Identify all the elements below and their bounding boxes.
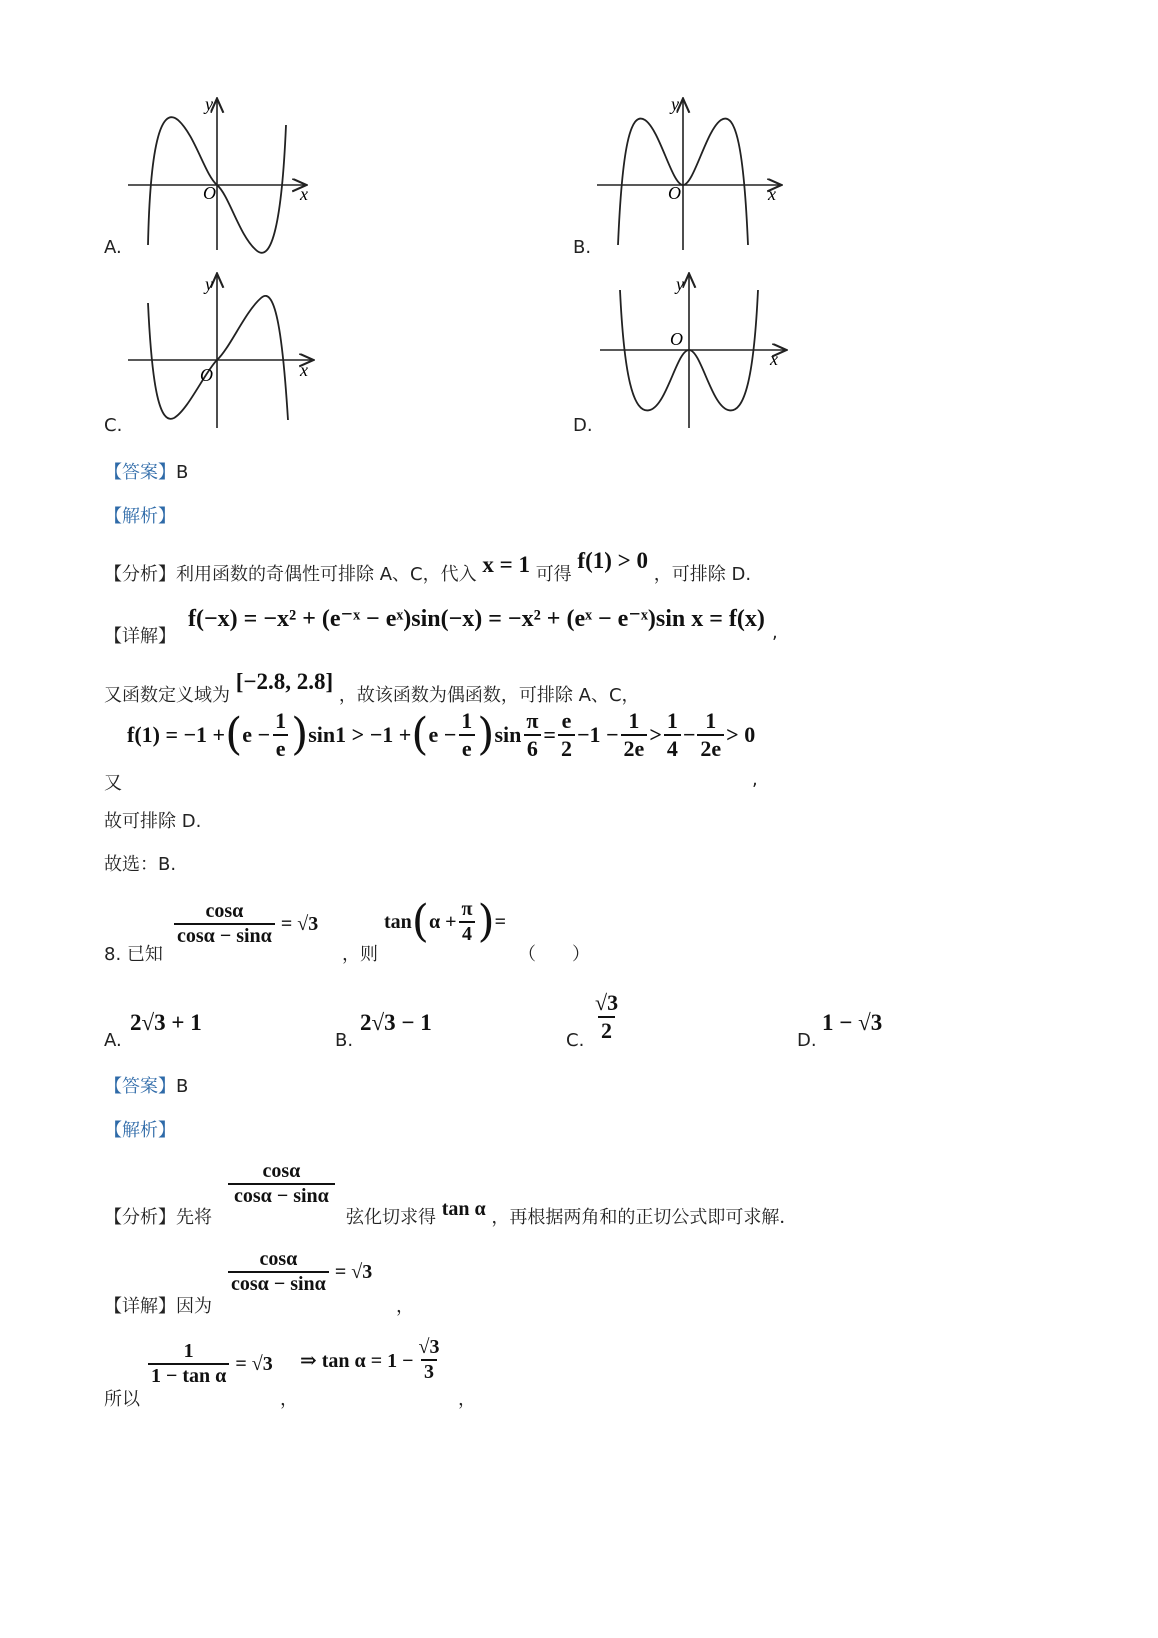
q8-option-a: 2√3 + 1 [130,1010,202,1035]
q8-option-c: $\frac{√3}{2}$ [595,990,619,1043]
q7-fenxi: 【分析】利用函数的奇偶性可排除 A、C，代入 x = 1 可得 f(1) > 0 ，可排除 D. [104,548,752,585]
q7-domain-line: 又函数定义域为 [−2.8, 2.8] ，故该函数为偶函数，可排除 A、C， [104,669,640,706]
svg-text:x: x [300,184,308,204]
svg-text:O: O [200,365,213,385]
q7-comma: , [772,622,778,643]
q8-option-a-label: A. [104,1030,122,1051]
q8-stem-prefix: 8. 已知 [104,944,163,965]
graph-d [600,274,785,428]
q7-comma2: , [752,769,758,790]
q7-line4: 故可排除 D. [104,811,202,832]
q8-option-b-label: B. [335,1030,354,1051]
svg-text:O: O [668,183,681,203]
q8-fenxi-prefix: 【分析】先将 [104,1207,212,1228]
q8-analysis-tag: 【解析】 [104,1120,176,1141]
q8-blank: （ ） [518,944,590,965]
q7-xiangjie-formula: f(−x) = −x² + (e⁻ˣ − eˣ)sin(−x) = −x² + (eˣ − e⁻ˣ)sin x = f(x) [188,606,765,632]
q8-stem-mid: ，则 [342,944,378,965]
q8-xiangjie-frac: $\frac{\cos\alpha}{\cos\alpha - \sin\alpha}$ = √3 [226,1248,372,1296]
q8-fenxi-rest: 弦化切求得 tan α ，再根据两角和的正切公式即可求解． [346,1198,798,1228]
svg-text:y: y [671,94,679,114]
graph-panel [0,0,1158,430]
q8-option-d: 1 − √3 [822,1010,883,1035]
q8-given: $\frac{\cos\alpha}{\cos\alpha - \sin\alpha}$ = √3 [172,900,318,948]
svg-text:O: O [203,183,216,203]
option-label-a: A. [104,237,122,258]
svg-text:x: x [768,184,776,204]
q8-answer: 【答案】B [104,1076,189,1097]
q7-line3-prefix: 又 [104,773,122,794]
q7-line5: 故选：B. [104,854,177,875]
graph-a [128,94,308,253]
q8-tan-expr: tan ( α + $\frac{\pi}{4}$ ) = [384,896,507,947]
q8-option-c-label: C. [566,1030,585,1051]
svg-text:x: x [770,349,778,369]
q8-suoyi: 所以 [104,1389,140,1410]
q7-inequality: f(1) = −1 + ( e − $\frac{1}{e}$ ) sin1 > −1 + ( e − $\frac{1}{e}$ ) sin $\frac{\pi}{6}$ = $\frac{e}{2}$ −1 − $\frac{1}{2e}$ > $\frac{1}{4}$ − $\frac{1}{2e}$ > 0 [127,708,756,761]
q8-option-d-label: D. [797,1030,817,1051]
svg-text:x: x [300,360,308,380]
svg-text:y: y [205,274,213,294]
graph-b [597,94,780,250]
option-label-d: D. [573,415,593,436]
svg-text:y: y [676,274,684,294]
option-label-c: C. [104,415,123,436]
svg-text:O: O [670,329,683,349]
q7-analysis-tag: 【解析】 [104,506,176,527]
q8-step: $\frac{1}{\text{1 − tan α}}$ = √3 [146,1340,273,1388]
option-label-b: B. [573,237,592,258]
q8-comma1: ， [396,1296,414,1317]
q8-comma3: ， [458,1389,476,1410]
q8-fenxi-frac: $\frac{\cos\alpha}{\cos\alpha - \sin\alpha}$ [226,1160,337,1208]
q7-answer: 【答案】B [104,462,189,483]
q8-option-b: 2√3 − 1 [360,1010,432,1035]
q7-xiangjie-tag: 【详解】 [104,626,176,647]
q8-xiangjie-prefix: 【详解】因为 [104,1296,212,1317]
q8-comma2: ， [280,1389,298,1410]
svg-text:y: y [205,94,213,114]
graph-c [128,274,312,428]
q8-implies: ⇒ tan α = 1 − $\frac{√3}{3}$ [300,1336,440,1383]
